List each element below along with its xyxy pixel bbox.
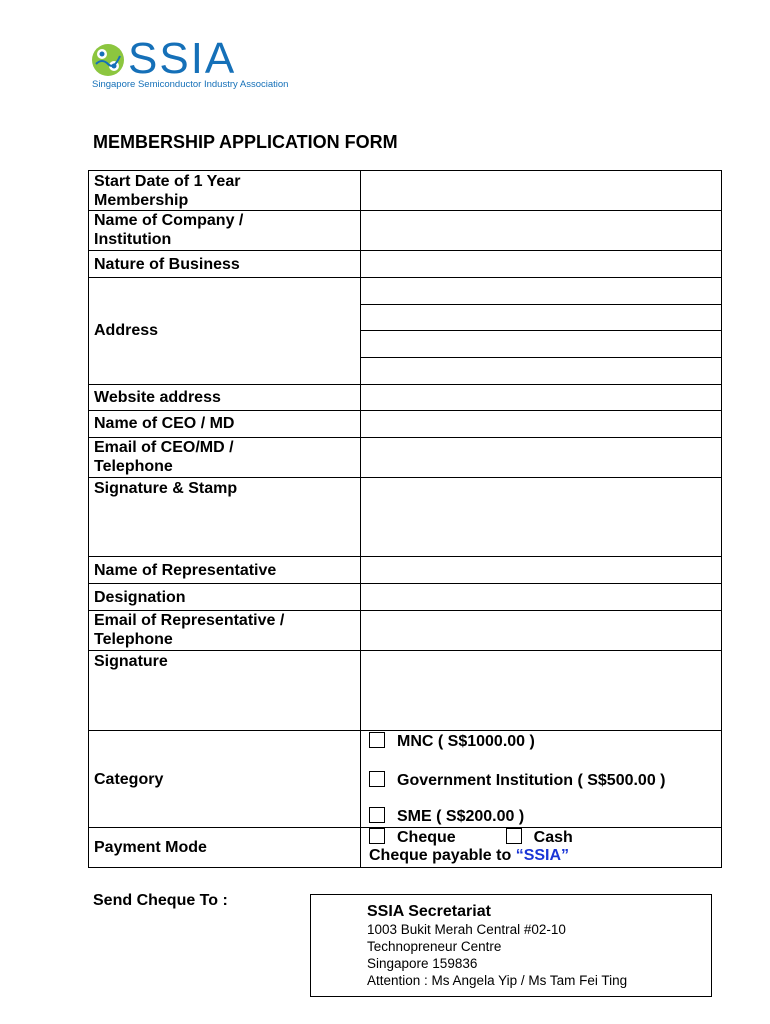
- label-start-date: Start Date of 1 Year Membership: [94, 173, 241, 209]
- row-ceo-email: [88, 438, 722, 478]
- ssia-logo-mark-icon: [90, 42, 130, 78]
- label-payment-mode: Payment Mode: [94, 839, 207, 856]
- label-ceo-email: Email of CEO/MD / Telephone: [94, 439, 234, 475]
- logo-tagline: Singapore Semiconductor Industry Association: [92, 79, 289, 90]
- checkbox-government[interactable]: [369, 771, 385, 787]
- label-signature: Signature: [94, 653, 168, 670]
- option-mnc[interactable]: MNC ( S$1000.00 ): [369, 732, 535, 751]
- label-signature-stamp: Signature & Stamp: [94, 480, 238, 497]
- mailing-address-box: [310, 894, 712, 997]
- label-rep-email: Email of Representative / Telephone: [94, 612, 285, 648]
- checkbox-mnc[interactable]: [369, 732, 385, 748]
- option-government[interactable]: Government Institution ( S$500.00 ): [369, 771, 666, 790]
- address-line: Singapore 159836: [367, 956, 478, 971]
- cheque-payable-note: Cheque payable to “SSIA”: [369, 847, 570, 864]
- checkbox-cash[interactable]: [506, 828, 522, 844]
- label-address: Address: [94, 322, 159, 339]
- label-website: Website address: [94, 389, 221, 406]
- label-company: Name of Company / Institution: [94, 212, 244, 248]
- row-company: [88, 211, 722, 251]
- page-title: MEMBERSHIP APPLICATION FORM: [93, 132, 398, 152]
- ssia-logo: [90, 34, 300, 92]
- logo-wordmark: SSIA: [128, 34, 237, 83]
- payment-options: [369, 828, 573, 847]
- row-rep-name: [88, 557, 722, 584]
- label-rep-name: Name of Representative: [94, 562, 277, 579]
- label-nature-of-business: Nature of Business: [94, 256, 240, 273]
- row-designation: [88, 584, 722, 611]
- send-cheque-label: Send Cheque To :: [93, 892, 228, 909]
- option-cheque: Cheque: [397, 829, 456, 846]
- checkbox-sme[interactable]: [369, 807, 385, 823]
- checkbox-cheque[interactable]: [369, 828, 385, 844]
- row-start-date: [88, 170, 722, 211]
- address-line: Technopreneur Centre: [367, 939, 502, 954]
- address-heading: SSIA Secretariat: [367, 903, 491, 920]
- label-designation: Designation: [94, 589, 186, 606]
- row-address: [88, 278, 722, 385]
- row-ceo-name: [88, 411, 722, 438]
- label-category: Category: [94, 771, 164, 788]
- address-line: Attention : Ms Angela Yip / Ms Tam Fei Ting: [367, 973, 628, 988]
- option-sme[interactable]: SME ( S$200.00 ): [369, 807, 524, 826]
- row-rep-email: [88, 611, 722, 651]
- row-category: [88, 731, 722, 828]
- row-nature-of-business: [88, 251, 722, 278]
- row-website: [88, 385, 722, 411]
- address-line: 1003 Bukit Merah Central #02-10: [367, 922, 566, 937]
- row-payment-mode: [88, 828, 722, 868]
- option-cash: Cash: [533, 829, 573, 846]
- row-signature-stamp: [88, 478, 722, 557]
- label-ceo-name: Name of CEO / MD: [94, 415, 235, 432]
- row-signature: [88, 651, 722, 731]
